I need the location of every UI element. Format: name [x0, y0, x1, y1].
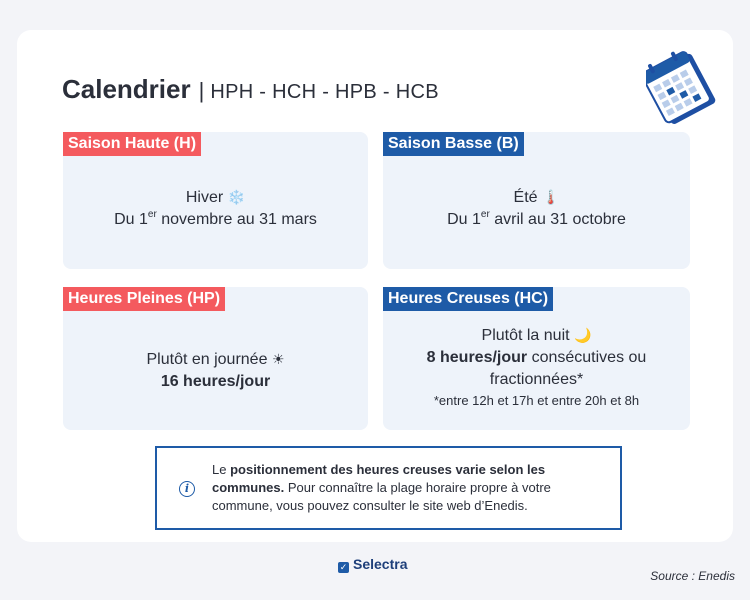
- sun-icon: ☀: [271, 352, 285, 368]
- high-season-dates-suffix: novembre au 31 mars: [156, 211, 317, 228]
- high-season-body: [63, 187, 368, 231]
- info-callout: [155, 446, 622, 530]
- peak-hours-duration: 16 heures/jour: [160, 373, 271, 390]
- title-separator: |: [198, 78, 205, 103]
- off-peak-hours-box: [383, 287, 690, 430]
- off-peak-hours-line1: [383, 325, 690, 347]
- peak-hours-body: [63, 349, 368, 393]
- low-season-name-line: [383, 187, 690, 209]
- brand-logo: [338, 556, 407, 572]
- peak-hours-text: Plutôt en journée: [146, 351, 268, 368]
- low-season-dates-prefix: Du 1: [447, 211, 481, 228]
- info-text: [212, 461, 607, 515]
- high-season-box: [63, 132, 368, 269]
- info-bold: positionnement des heures creuses varie selon les communes.: [212, 462, 546, 495]
- off-peak-hours-line2-rest: consécutives ou: [527, 349, 647, 366]
- high-season-dates-prefix: Du 1: [114, 211, 148, 228]
- title-subtitle: HPH - HCH - HPB - HCB: [210, 81, 439, 103]
- low-season-dates: [383, 209, 690, 231]
- high-season-name-line: [63, 187, 368, 209]
- low-season-name: Été: [513, 189, 538, 206]
- off-peak-hours-line2: [383, 347, 690, 369]
- info-rest: Pour connaître la plage horaire propre à votre commune, vous pouvez consulter le site web d’Enedis.: [212, 480, 551, 513]
- snowflake-icon: ❄️: [227, 190, 246, 206]
- calendar-icon: [646, 47, 716, 129]
- peak-hours-box: [63, 287, 368, 430]
- high-season-name: Hiver: [185, 189, 224, 206]
- off-peak-hours-note: *entre 12h et 17h et entre 20h et 8h: [433, 393, 640, 408]
- low-season-body: [383, 187, 690, 231]
- brand-name: Selectra: [353, 556, 408, 572]
- off-peak-hours-line3: fractionnées*: [489, 371, 584, 388]
- high-season-dates: [63, 209, 368, 231]
- high-season-dates-sup: er: [147, 208, 157, 220]
- moon-icon: 🌙: [574, 328, 592, 344]
- off-peak-hours-body: [383, 325, 690, 411]
- info-prefix: Le: [212, 462, 231, 477]
- low-season-dates-suffix: avril au 31 octobre: [489, 211, 626, 228]
- peak-hours-line1: [63, 349, 368, 371]
- page-title: [62, 74, 439, 105]
- title-main: Calendrier: [62, 74, 191, 104]
- info-icon: i: [179, 481, 195, 497]
- off-peak-hours-tag: Heures Creuses (HC): [383, 287, 553, 311]
- thermometer-icon: 🌡️: [542, 190, 560, 206]
- off-peak-hours-duration: 8 heures/jour: [426, 349, 528, 366]
- off-peak-hours-text: Plutôt la nuit: [481, 327, 570, 344]
- low-season-box: [383, 132, 690, 269]
- check-icon: ✓: [339, 562, 348, 572]
- low-season-dates-sup: er: [480, 208, 490, 220]
- source-note: Source : Enedis: [650, 569, 735, 583]
- high-season-tag: Saison Haute (H): [63, 132, 201, 156]
- low-season-tag: Saison Basse (B): [383, 132, 524, 156]
- peak-hours-tag: Heures Pleines (HP): [63, 287, 225, 311]
